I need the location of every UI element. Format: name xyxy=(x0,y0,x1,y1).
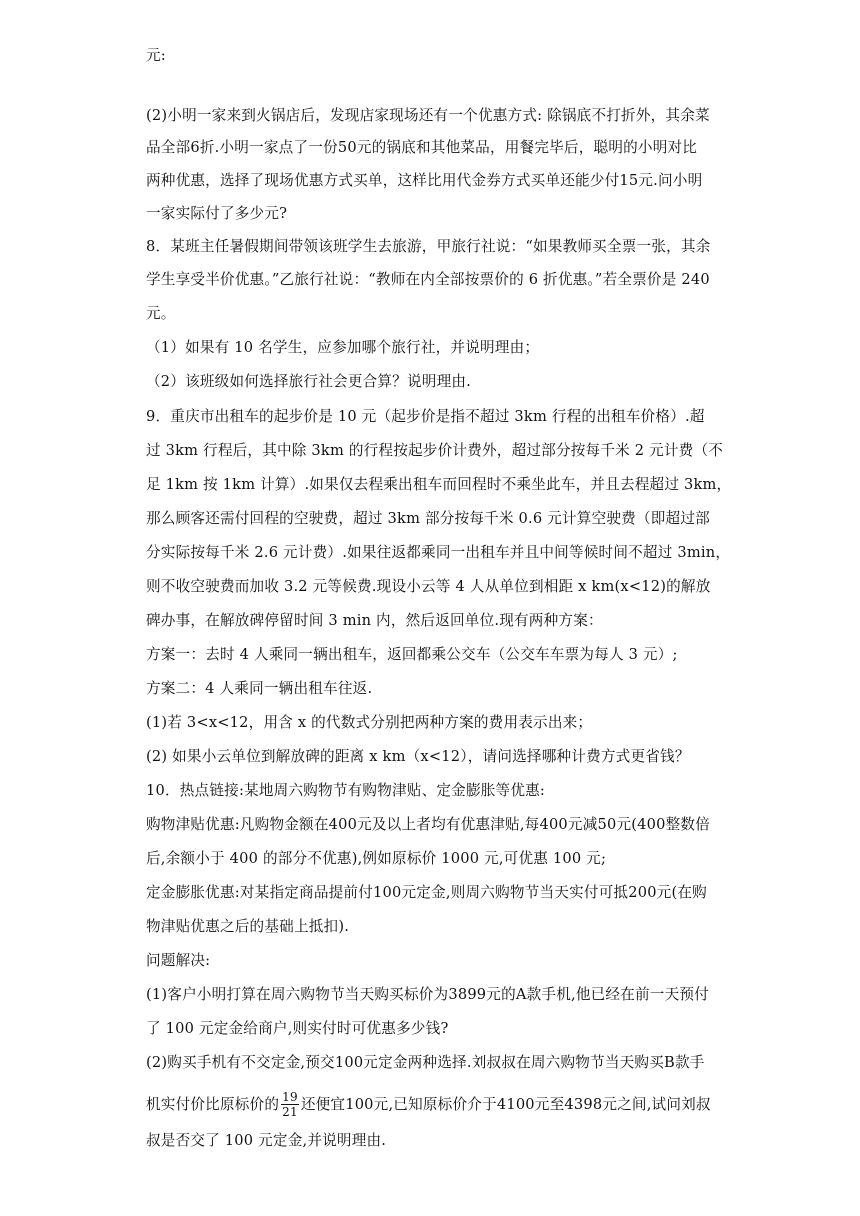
text-line: 元: xyxy=(146,47,166,64)
text-line: 叔是否交了 100 元定金,并说明理由. xyxy=(146,1132,387,1149)
text-line: 问题解决: xyxy=(146,952,211,969)
text-line: 足 1km 按 1km 计算）.如果仅去程乘出租车而回程时不乘坐此车，并且去程超过 3km， xyxy=(146,476,732,493)
text-line: 则不收空驶费而加收 3.2 元等候费.现设小云等 4 人从单位到相距 x km(x<12)的解放 xyxy=(146,578,711,595)
fraction-numerator: 19 xyxy=(282,1089,298,1104)
fraction xyxy=(281,1090,299,1119)
text-line: (2) 如果小云单位到解放碑的距离 x km（x<12），请问选择哪种计费方式更省钱？ xyxy=(146,748,690,765)
text-line: 品全部6折.小明一家点了一份50元的锅底和其他菜品，用餐完毕后，聪明的小明对比 xyxy=(146,139,698,156)
text-line: 一家实际付了多少元? xyxy=(146,205,288,222)
text-line: 8．某班主任暑假期间带领该班学生去旅游，甲旅行社说：“如果教师买全票一张，其余 xyxy=(146,238,711,255)
text-line: 9．重庆市出租车的起步价是 10 元（起步价是指不超过 3km 行程的出租车价格）.超 xyxy=(146,408,705,425)
fraction-text-line xyxy=(146,1087,711,1123)
text-line: 那么顾客还需付回程的空驶费，超过 3km 部分按每千米 0.6 元计算空驶费（即超过部 xyxy=(146,510,710,527)
text-line: (2)小明一家来到火锅店后，发现店家现场还有一个优惠方式: 除锅底不打折外，其余菜 xyxy=(146,107,710,124)
text-line: (1)若 3<x<12，用含 x 的代数式分别把两种方案的费用表示出来； xyxy=(146,714,593,731)
text-line: 购物津贴优惠:凡购物金额在400元及以上者均有优惠津贴,每400元减50元(400整数倍 xyxy=(146,816,710,833)
text-line: （2）该班级如何选择旅行社会更合算？说明理由. xyxy=(146,373,471,390)
text-line: (1)客户小明打算在周六购物节当天购买标价为3899元的A款手机,他已经在前一天预付 xyxy=(146,986,709,1003)
text-line: （1）如果有 10 名学生，应参加哪个旅行社，并说明理由； xyxy=(146,339,540,356)
text-line: 两种优惠，选择了现场优惠方式买单，这样比用代金券方式买单还能少付15元.问小明 xyxy=(146,172,703,189)
text-line: 定金膨胀优惠:对某指定商品提前付100元定金,则周六购物节当天实付可抵200元(在购 xyxy=(146,884,707,901)
fraction-line-after: 还便宜100元,已知原标价介于4100元至4398元之间,试问刘叔 xyxy=(300,1096,711,1113)
text-line: 学生享受半价优惠。”乙旅行社说：“教师在内全部按票价的 6 折优惠。”若全票价是 240 xyxy=(146,271,710,288)
text-line: 物津贴优惠之后的基础上抵扣). xyxy=(146,918,350,935)
text-line: 了 100 元定金给商户,则实付时可优惠多少钱? xyxy=(146,1020,449,1037)
text-line: 方案一：去时 4 人乘同一辆出租车，返回都乘公交车（公交车车票为每人 3 元）; xyxy=(146,646,678,663)
text-line: 方案二：4 人乘同一辆出租车往返. xyxy=(146,680,373,697)
text-line: 元。 xyxy=(146,305,176,322)
text-line: 10．热点链接:某地周六购物节有购物津贴、定金膨胀等优惠: xyxy=(146,782,546,799)
text-line: 过 3km 行程后，其中除 3km 的行程按起步价计费外，超过部分按每千米 2 元计费（不 xyxy=(146,442,724,459)
text-line: (2)购买手机有不交定金,预交100元定金两种选择.刘叔叔在周六购物节当天购买B款手 xyxy=(146,1054,705,1071)
fraction-line-before: 机实付价比原标价的 xyxy=(146,1096,280,1113)
text-line: 分实际按每千米 2.6 元计费）.如果往返都乘同一出租车并且中间等候时间不超过 3min， xyxy=(146,544,731,561)
fraction-denominator: 21 xyxy=(282,1104,298,1119)
text-line: 碑办事，在解放碑停留时间 3 min 内，然后返回单位.现有两种方案： xyxy=(146,612,603,629)
text-line: 后,余额小于 400 的部分不优惠),例如原标价 1000 元,可优惠 100 元; xyxy=(146,850,607,867)
